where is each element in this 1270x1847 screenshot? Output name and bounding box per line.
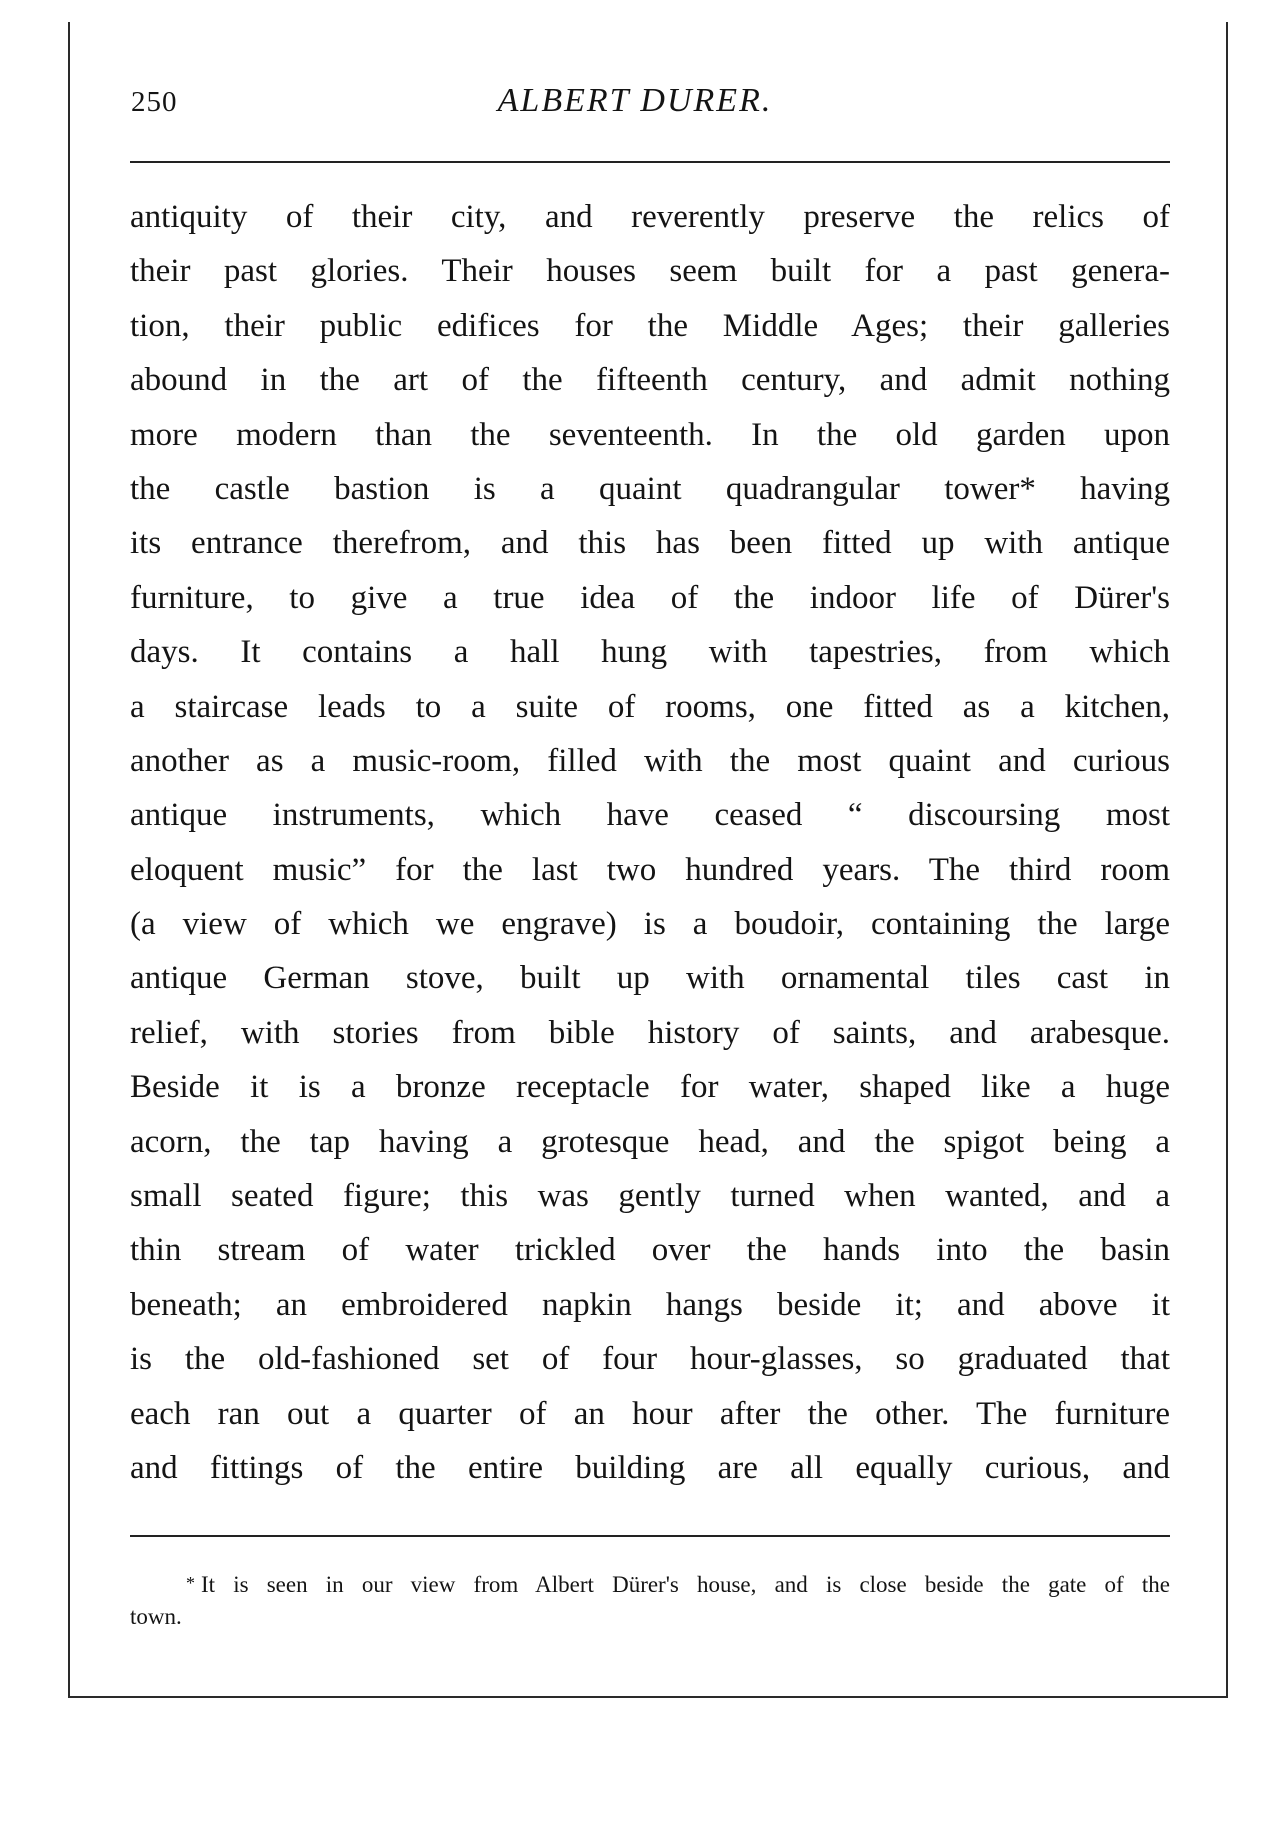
body-text: [130, 190, 1170, 1495]
body-line: another as a music-room, filled with the most quaint and curious: [130, 742, 1170, 779]
footnote-marker: *: [186, 1573, 195, 1593]
body-line: antiquity of their city, and reverently preserve the relics of: [130, 199, 1170, 235]
body-line: relief, with stories from bible history of saints, and arabesque.: [130, 1014, 1170, 1051]
body-line: eloquent music” for the last two hundred years. The third room: [130, 851, 1170, 888]
body-line: Beside it is a bronze receptacle for water, shaped like a huge: [130, 1069, 1170, 1106]
body-line: each ran out a quarter of an hour after the other. The furniture: [130, 1395, 1170, 1432]
body-line: is the old-fashioned set of four hour-glasses, so graduated that: [130, 1341, 1170, 1378]
body-line: its entrance therefrom, and this has been fitted up with antique: [130, 525, 1170, 562]
body-line: antique instruments, which have ceased “ discoursing most: [130, 797, 1170, 834]
body-line: (a view of which we engrave) is a boudoir, containing the large: [130, 906, 1170, 943]
body-line: abound in the art of the fifteenth century, and admit nothing: [130, 362, 1170, 399]
body-line: thin stream of water trickled over the hands into the basin: [130, 1232, 1170, 1269]
footnote: [130, 1566, 1170, 1634]
body-line: antique German stove, built up with ornamental tiles cast in: [130, 960, 1170, 997]
body-line: and fittings of the entire building are all equally curious, and: [130, 1449, 1170, 1486]
header-rule: [130, 161, 1170, 163]
footnote-line: [130, 1566, 1170, 1600]
running-head: ALBERT DURER.: [497, 82, 773, 119]
body-line: their past glories. Their houses seem built for a past genera-: [130, 253, 1170, 290]
body-line: more modern than the seventeenth. In the old garden upon: [130, 416, 1170, 453]
body-line: tion, their public edifices for the Middle Ages; their galleries: [130, 307, 1170, 344]
body-line: furniture, to give a true idea of the indoor life of Dürer's: [130, 579, 1170, 616]
body-line: days. It contains a hall hung with tapestries, from which: [130, 634, 1170, 671]
footnote-rule: [130, 1535, 1170, 1537]
body-line: a staircase leads to a suite of rooms, one fitted as a kitchen,: [130, 688, 1170, 725]
body-line: small seated figure; this was gently turned when wanted, and a: [130, 1178, 1170, 1215]
body-line: beneath; an embroidered napkin hangs beside it; and above it: [130, 1286, 1170, 1323]
footnote-text: It is seen in our view from Albert Dürer's house, and is close beside the gate of the: [201, 1572, 1170, 1597]
body-line: acorn, the tap having a grotesque head, and the spigot being a: [130, 1123, 1170, 1160]
footnote-line: town.: [130, 1604, 182, 1629]
page-number: 250: [131, 86, 178, 118]
body-line: the castle bastion is a quaint quadrangular tower* having: [130, 470, 1170, 507]
